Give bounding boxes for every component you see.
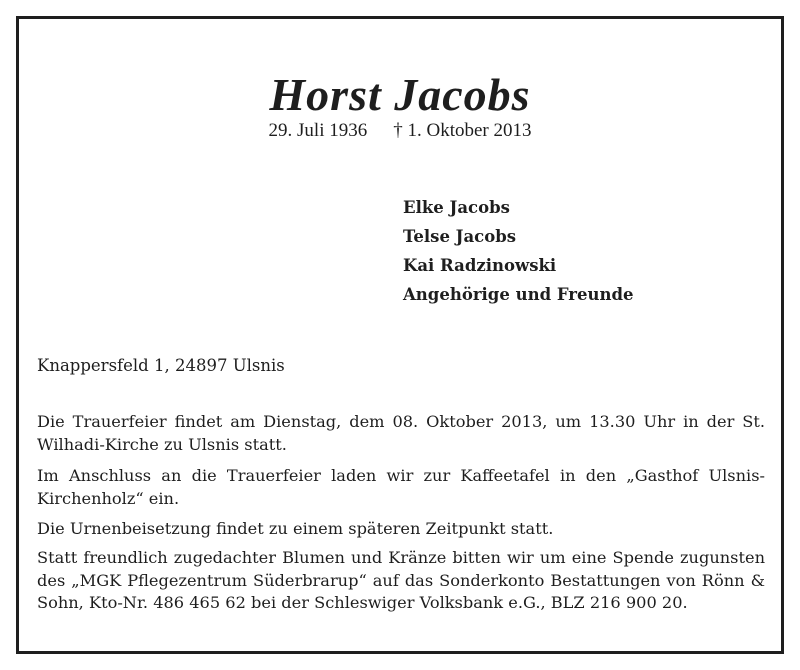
reception-paragraph: Im Anschluss an die Trauerfeier laden wir zur Kaffeetafel in den „Gasthof Ulsnis-Kirchenholz“ ein. (37, 466, 765, 508)
funeral-service-paragraph: Die Trauerfeier findet am Dienstag, dem 08. Oktober 2013, um 13.30 Uhr in der St. Wilhadi-Kirche zu Ulsnis statt. (37, 412, 765, 454)
mourner-name: Angehörige und Freunde (403, 285, 634, 304)
family-address: Knappersfeld 1, 24897 Ulsnis (37, 356, 285, 375)
urn-burial-paragraph: Die Urnenbeisetzung findet zu einem späteren Zeitpunkt statt. (37, 519, 554, 538)
mourner-name: Elke Jacobs (403, 198, 510, 217)
mourner-name: Telse Jacobs (403, 227, 517, 246)
death-date: † 1. Oktober 2013 (393, 120, 532, 141)
birth-date: 29. Juli 1936 (268, 120, 368, 141)
mourners-list (403, 193, 634, 309)
mourner-name: Kai Radzinowski (403, 256, 557, 275)
life-dates (19, 119, 781, 143)
obituary-notice (16, 16, 784, 654)
donation-paragraph: Statt freundlich zugedachter Blumen und Kränze bitten wir um eine Spende zugunsten des „MGK Pflegezentrum Süderbrarup“ auf das Sonderkonto Bestattungen von Rönn & Sohn, Kto-Nr. 486 465 62 bei der Schleswiger Volksbank e.G., BLZ 216 900 20. (37, 548, 765, 612)
deceased-name: Horst Jacobs (269, 69, 531, 120)
